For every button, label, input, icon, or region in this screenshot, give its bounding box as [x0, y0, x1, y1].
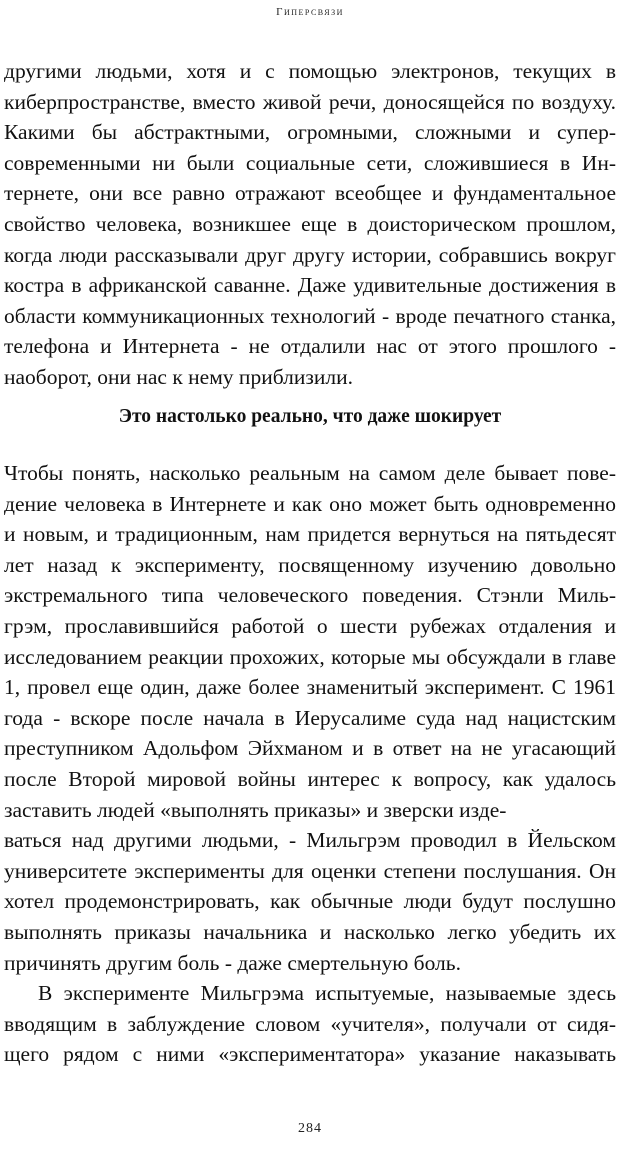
text-line: университете эксперименты для оценки степени послушания. Он: [4, 858, 616, 883]
text-line: когда люди рассказывали друг другу истории, собравшись вокруг: [4, 242, 616, 267]
running-header: Гиперсвязи: [276, 6, 344, 18]
text-line: выполнять приказы начальника и насколько легко убедить их: [4, 919, 616, 944]
text-line: костра в африканской саванне. Даже удивительные достижения в: [4, 273, 616, 298]
text-line: и новым, и традиционным, нам придется вернуться на пятьдесят: [4, 522, 616, 547]
text-line: тернете, они все равно отражают всеобщее и фундаментальное: [4, 181, 616, 206]
text-line: области коммуникационных технологий - вроде печатного станка,: [4, 303, 616, 328]
text-line: вводящим в заблуждение словом «учителя», получали от сидя-: [4, 1011, 616, 1036]
text-line: грэм, прославившийся работой о шести рубежах отдаления и: [4, 613, 616, 638]
text-line: другими людьми, хотя и с помощью электронов, текущих в: [4, 59, 616, 83]
text-line: свойство человека, возникшее еще в доисторическом прошлом,: [4, 211, 616, 236]
text-line: Какими бы абстрактными, огромными, сложными и супер-: [4, 120, 616, 145]
text-line: В эксперименте Мильгрэма испытуемые, называемые здесь: [38, 981, 616, 1006]
text-line: причинять другим боль - даже смертельную боль.: [4, 950, 461, 975]
text-line: года - вскоре после начала в Иерусалиме суда над нацистским: [4, 705, 616, 730]
text-line: преступником Адольфом Эйхманом и в ответ на не угасающий: [4, 736, 616, 761]
text-line: лет назад к эксперименту, посвященному изучению довольно: [4, 552, 616, 577]
text-line: заставить людей «выполнять приказы» и зверски изде-: [4, 797, 507, 822]
section-body: [4, 458, 616, 1070]
text-line: Чтобы понять, насколько реальным на самом деле бывает пове-: [4, 461, 616, 485]
text-line: после Второй мировой войны интерес к вопросу, как удалось: [4, 766, 616, 791]
text-line: киберпространстве, вместо живой речи, доносящейся по воздуху.: [4, 89, 616, 114]
text-line: ваться над другими людьми, - Мильгрэм проводил в Йельском: [4, 828, 616, 853]
text-line: дение человека в Интернете и как оно может быть одновременно: [4, 491, 616, 516]
text-line: современными ни были социальные сети, сложившиеся в Ин-: [4, 150, 616, 175]
text-line: экстремального типа человеческого поведения. Стэнли Миль-: [4, 583, 616, 608]
text-line: хотел продемонстрировать, как обычные люди будут послушно: [4, 889, 616, 914]
section-heading: Это настолько реально, что даже шокирует: [118, 406, 502, 427]
page-number: 284: [298, 1121, 322, 1136]
text-line: щего рядом с ними «экспериментатора» указание наказывать: [4, 1042, 616, 1067]
text-line: исследованием реакции прохожих, которые мы обсуждали в главе: [4, 644, 616, 669]
text-line: 1, провел еще один, даже более знаменитый эксперимент. С 1961: [4, 675, 616, 700]
paragraph-continuation: [4, 56, 616, 393]
text-line: телефона и Интернета - не отдалили нас от этого прошлого -: [4, 334, 616, 359]
text-line: наоборот, они нас к нему приблизили.: [4, 364, 353, 389]
